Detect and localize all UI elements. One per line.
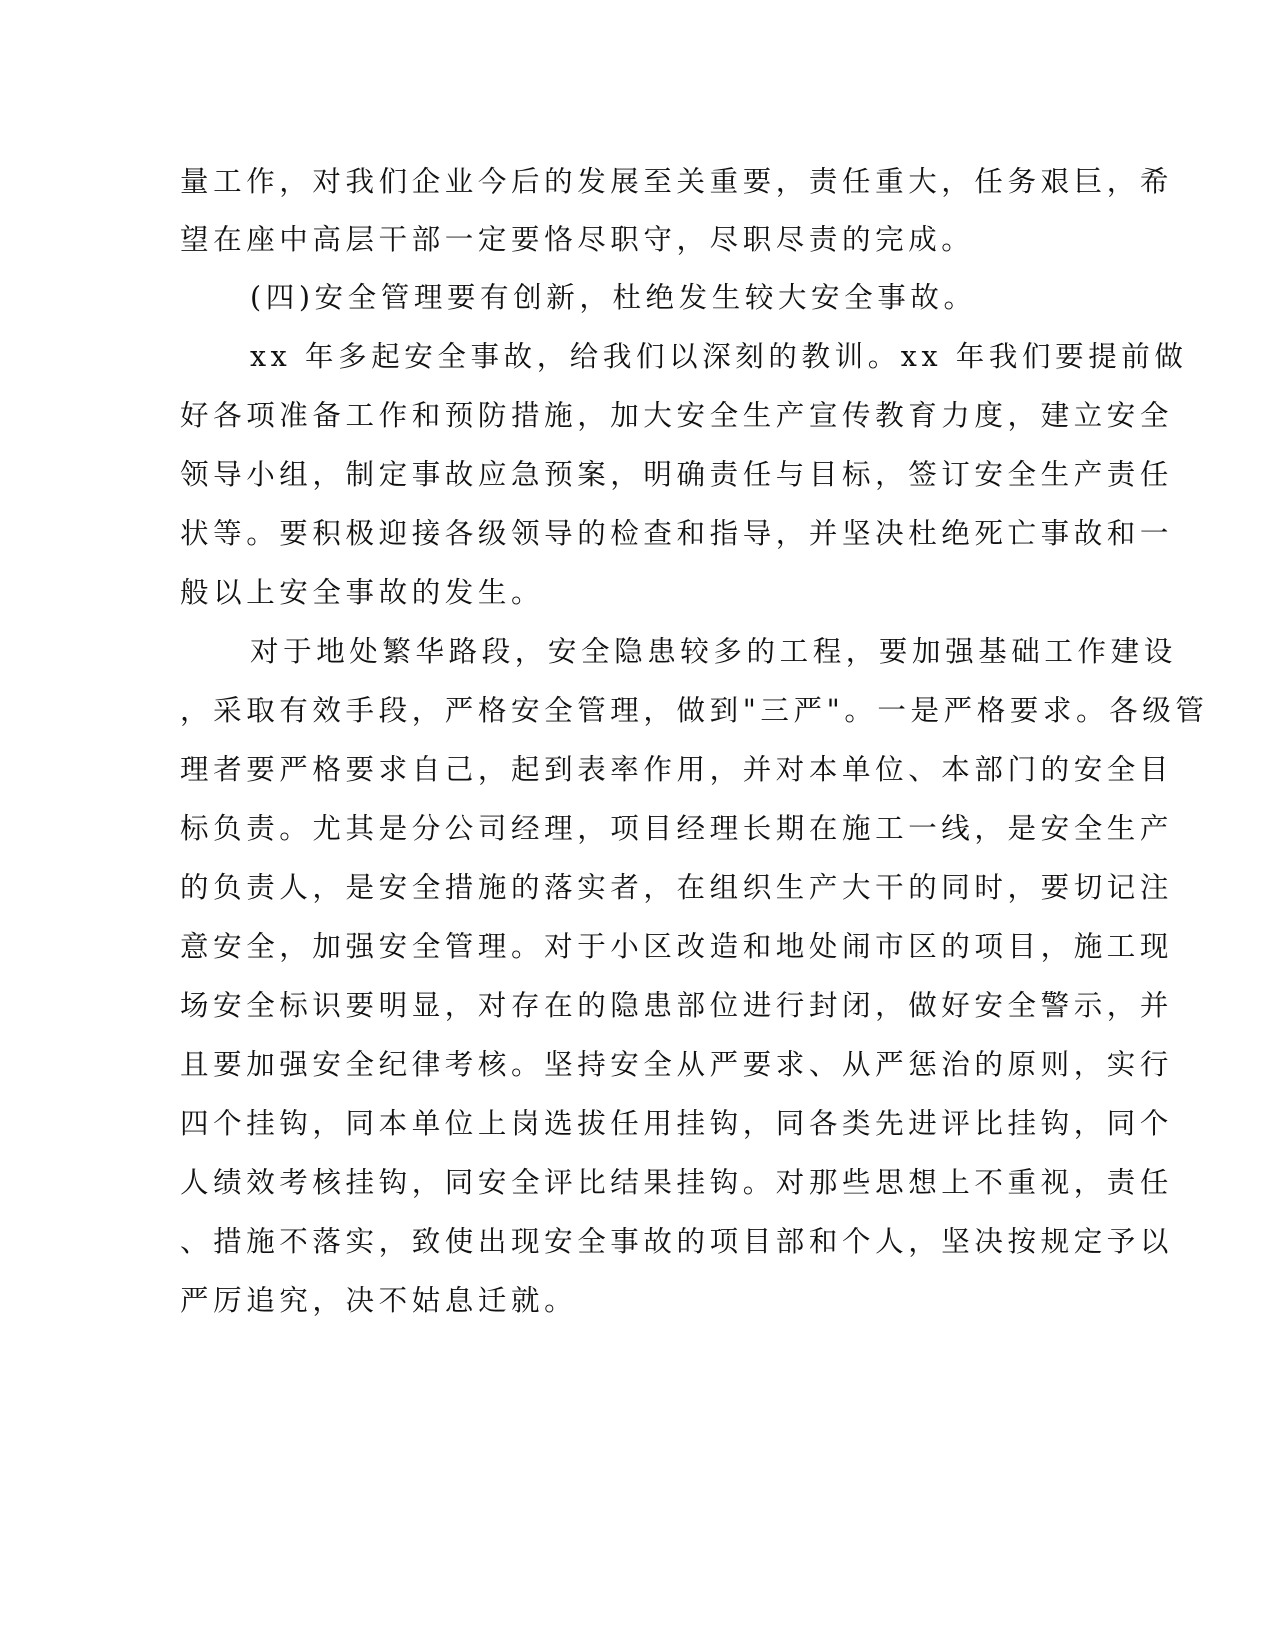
text-line: ，采取有效手段，严格安全管理，做到"三严"。一是严格要求。各级管	[180, 694, 1209, 727]
text-line: 且要加强安全纪律考核。坚持安全从严要求、从严惩治的原则，实行	[180, 1048, 1174, 1081]
text-line: 场安全标识要明显，对存在的隐患部位进行封闭，做好安全警示，并	[180, 989, 1174, 1022]
text-line: 好各项准备工作和预防措施，加大安全生产宣传教育力度，建立安全	[180, 399, 1174, 432]
text-line: 人绩效考核挂钩，同安全评比结果挂钩。对那些思想上不重视，责任	[180, 1166, 1174, 1199]
section-heading: (四)安全管理要有创新，杜绝发生较大安全事故。	[250, 281, 977, 314]
text-line: 、措施不落实，致使出现安全事故的项目部和个人，坚决按规定予以	[180, 1225, 1174, 1258]
text-line: 量工作，对我们企业今后的发展至关重要，责任重大，任务艰巨，希	[180, 165, 1174, 198]
text-line: xx 年多起安全事故，给我们以深刻的教训。xx 年我们要提前做	[250, 340, 1188, 373]
text-line: 般以上安全事故的发生。	[180, 576, 545, 609]
text-line: 四个挂钩，同本单位上岗选拔任用挂钩，同各类先进评比挂钩，同个	[180, 1107, 1174, 1140]
text-line: 意安全，加强安全管理。对于小区改造和地处闹市区的项目，施工现	[180, 930, 1174, 963]
text-line: 理者要严格要求自己，起到表率作用，并对本单位、本部门的安全目	[180, 753, 1174, 786]
text-line: 望在座中高层干部一定要恪尽职守，尽职尽责的完成。	[180, 223, 975, 256]
text-line: 严厉追究，决不姑息迁就。	[180, 1284, 578, 1317]
text-line: 标负责。尤其是分公司经理，项目经理长期在施工一线，是安全生产	[180, 812, 1174, 845]
text-line: 对于地处繁华路段，安全隐患较多的工程，要加强基础工作建设	[250, 635, 1177, 668]
text-line: 状等。要积极迎接各级领导的检查和指导，并坚决杜绝死亡事故和一	[180, 517, 1174, 550]
text-line: 的负责人，是安全措施的落实者，在组织生产大干的同时，要切记注	[180, 871, 1174, 904]
text-line: 领导小组，制定事故应急预案，明确责任与目标，签订安全生产责任	[180, 458, 1174, 491]
